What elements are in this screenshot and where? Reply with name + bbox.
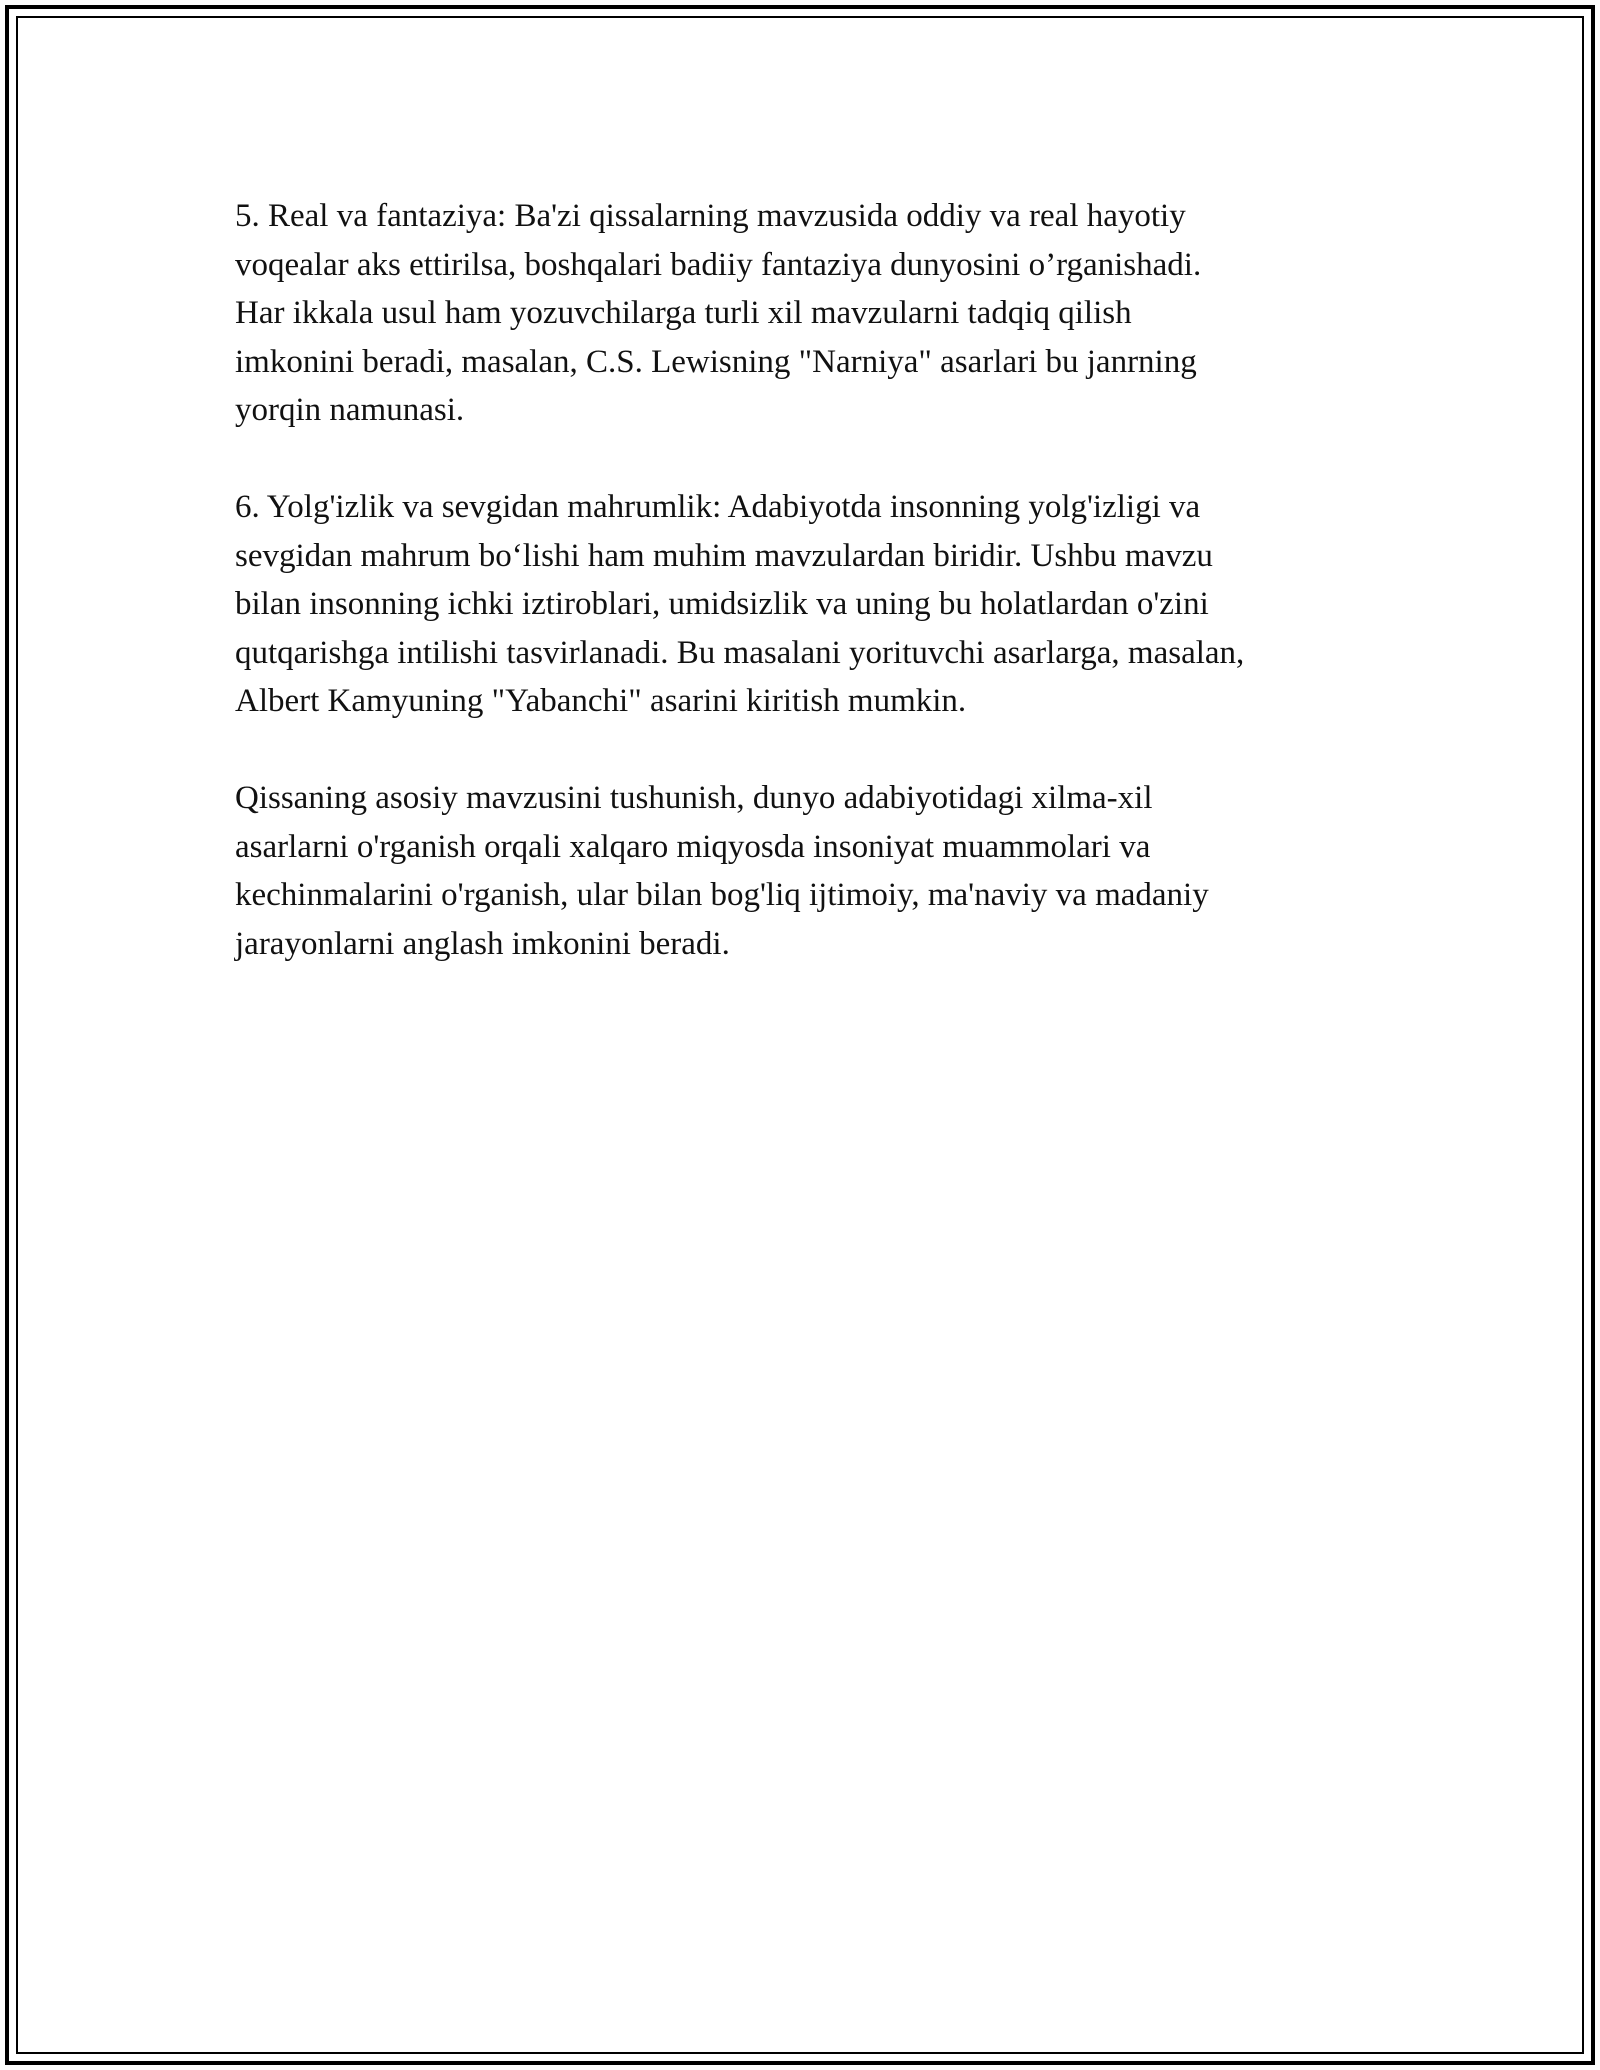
text-line: sevgidan mahrum bo‘lishi ham muhim mavzulardan biridir. Ushbu mavzu xyxy=(235,537,1213,574)
text-line: Har ikkala usul ham yozuvchilarga turli xil mavzularni tadqiq qilish xyxy=(235,295,1132,331)
text-line: yorqin namunasi. xyxy=(235,392,465,428)
text-line: bilan insonning ichki iztiroblari, umidsizlik va uning bu holatlardan o'zini xyxy=(235,586,1209,622)
text-line: Albert Kamyuning "Yabanchi" asarini kiritish mumkin. xyxy=(235,683,967,719)
document-body xyxy=(235,192,1375,1017)
paragraph-conclusion xyxy=(235,774,1375,968)
text-line: 5. Real va fantaziya: Ba'zi qissalarning mavzusida oddiy va real hayotiy xyxy=(235,198,1186,234)
text-line: imkonini beradi, masalan, C.S. Lewisning "Narniya" asarlari bu janrning xyxy=(235,343,1197,380)
paragraph-real-va-fantaziya xyxy=(235,192,1375,435)
text-line: kechinmalarini o'rganish, ular bilan bog'liq ijtimoiy, ma'naviy va madaniy xyxy=(235,877,1209,913)
text-line: jarayonlarni anglash imkonini beradi. xyxy=(235,925,730,962)
text-line: qutqarishga intilishi tasvirlanadi. Bu masalani yorituvchi asarlarga, masalan, xyxy=(235,634,1245,671)
text-line: Qissaning asosiy mavzusini tushunish, dunyo adabiyotidagi xilma-xil xyxy=(235,780,1153,816)
text-line: asarlarni o'rganish orqali xalqaro miqyosda insoniyat muammolari va xyxy=(235,828,1151,865)
text-line: 6. Yolg'izlik va sevgidan mahrumlik: Adabiyotda insonning yolg'izligi va xyxy=(235,489,1201,525)
paragraph-yolgizlik xyxy=(235,483,1375,726)
text-line: voqealar aks ettirilsa, boshqalari badiiy fantaziya dunyosini o’rganishadi. xyxy=(235,246,1202,283)
